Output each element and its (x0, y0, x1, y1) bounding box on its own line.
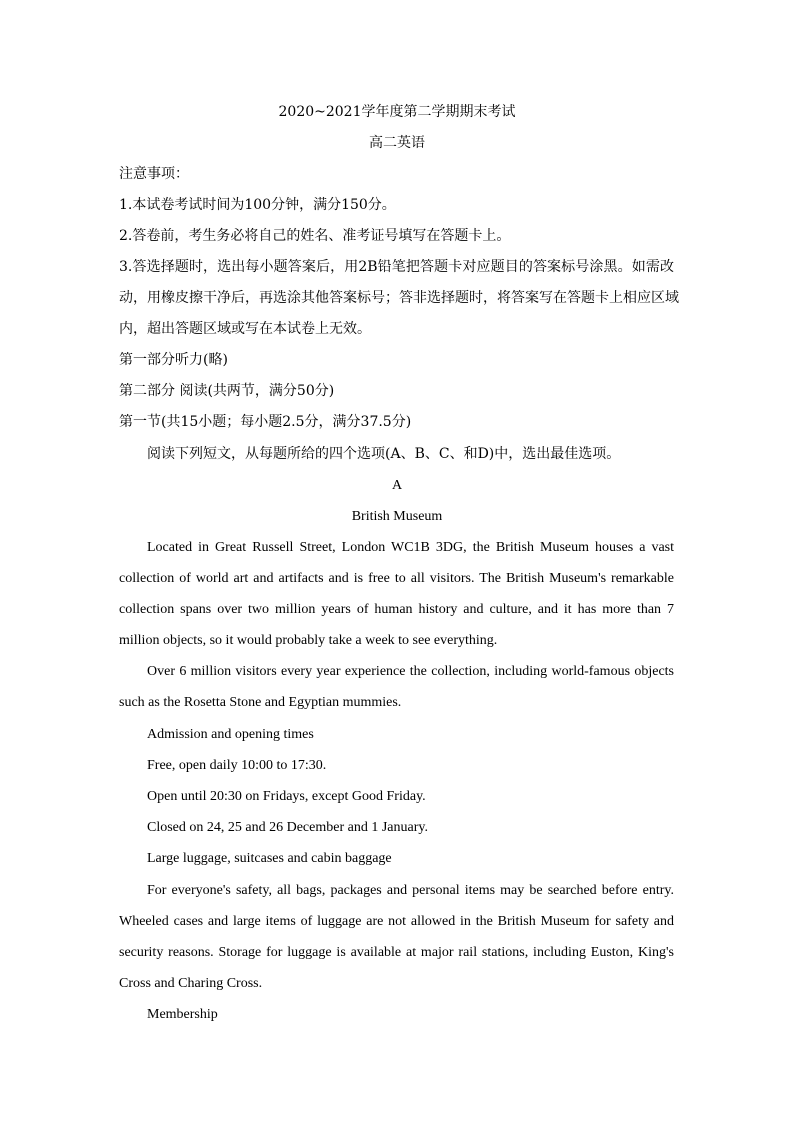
passage-label: A (391, 478, 403, 493)
exam-title: 2020~2021学年度第二学期期末考试 (278, 104, 516, 120)
paragraph-1-line-3: collection spans over two million years of human history and culture, and it has more than 7 (119, 602, 674, 617)
subject-title: 高二英语 (369, 135, 425, 151)
admission-line-3: Closed on 24, 25 and 26 December and 1 January. (147, 820, 428, 835)
paragraph-3-line-1: For everyone's safety, all bags, packages and personal items may be searched before entry. (147, 883, 674, 898)
admission-heading: Admission and opening times (147, 727, 314, 742)
part-2-heading: 第二部分 阅读(共两节，满分50分) (119, 383, 335, 399)
notes-heading: 注意事项： (119, 166, 189, 182)
admission-line-2: Open until 20:30 on Fridays, except Good Friday. (147, 789, 426, 804)
part-2-section-1-heading: 第一节(共15小题；每小题2.5分，满分37.5分) (119, 414, 412, 430)
paragraph-2-line-2: such as the Rosetta Stone and Egyptian mummies. (119, 695, 402, 710)
part-1-heading: 第一部分听力(略) (119, 352, 228, 368)
paragraph-1-line-4: million objects, so it would probably take a week to see everything. (119, 633, 498, 648)
paragraph-3-line-4: Cross and Charing Cross. (119, 976, 263, 991)
luggage-heading: Large luggage, suitcases and cabin baggage (147, 851, 392, 866)
paragraph-3-line-2: Wheeled cases and large items of luggage are not allowed in the British Museum for safety and (119, 914, 674, 929)
paragraph-3-line-3: security reasons. Storage for luggage is available at major rail stations, including Euston, King's (119, 945, 674, 960)
notes-item-1: 1.本试卷考试时间为100分钟，满分150分。 (119, 197, 396, 213)
paragraph-1-line-1: Located in Great Russell Street, London WC1B 3DG, the British Museum houses a vast (147, 540, 674, 555)
notes-item-3-line-3: 内，超出答题区域或写在本试卷上无效。 (119, 321, 371, 337)
passage-title: British Museum (351, 509, 443, 524)
notes-item-3-line-2: 动，用橡皮擦干净后，再选涂其他答案标号；答非选择题时，将答案写在答题卡上相应区域 (119, 290, 679, 306)
paragraph-1-line-2: collection of world art and artifacts and is free to all visitors. The British Museum's remarkable (119, 571, 674, 586)
notes-item-2: 2.答卷前，考生务必将自己的姓名、准考证号填写在答题卡上。 (119, 228, 511, 244)
notes-item-3-line-1: 3.答选择题时，选出每小题答案后，用2B铅笔把答题卡对应题目的答案标号涂黑。如需改 (119, 259, 674, 275)
admission-line-1: Free, open daily 10:00 to 17:30. (147, 758, 327, 773)
membership-heading: Membership (147, 1007, 218, 1022)
reading-instruction: 阅读下列短文，从每题所给的四个选项(A、B、C、和D)中，选出最佳选项。 (147, 446, 621, 462)
paragraph-2-line-1: Over 6 million visitors every year experience the collection, including world-famous objects (147, 664, 674, 679)
